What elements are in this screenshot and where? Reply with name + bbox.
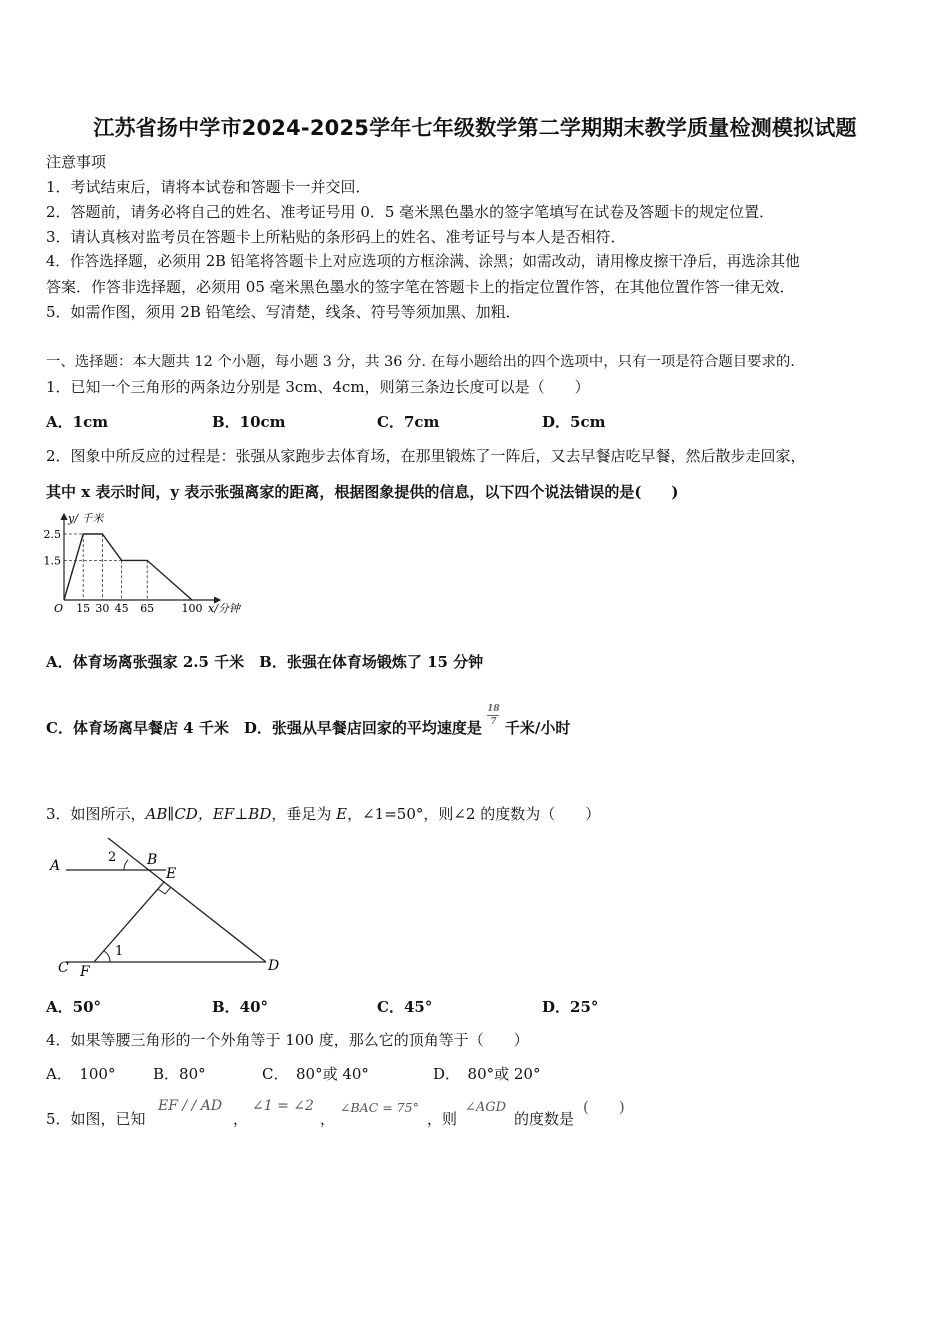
q5-sep: ，则 — [427, 1110, 458, 1128]
q5-formula-bac: ∠BAC = 75° — [340, 1100, 419, 1115]
question-2-line1: 2．图象中所反应的过程是：张强从家跑步去体育场，在那里锻炼了一阵后，又去早餐店吃早餐，然后散步走回家， — [46, 447, 806, 465]
q4-option-c: C． 80°或 40° — [262, 1065, 369, 1083]
y-tick-label: 2.5 — [43, 528, 61, 541]
notice-item: 5．如需作图，须用 2B 铅笔绘、写清楚，线条、符号等须加黑、加粗． — [46, 303, 521, 321]
q1-option-c: C．7cm — [377, 413, 440, 431]
q3-option-b: B．40° — [212, 998, 269, 1016]
notice-item: 4．作答选择题，必须用 2B 铅笔将答题卡上对应选项的方框涂满、涂黑；如需改动，请用橡皮擦干净后，再选涂其他 — [46, 253, 800, 270]
q3-point-e: E — [336, 805, 348, 823]
q1-option-b: B．10cm — [212, 413, 286, 431]
label-c: C — [58, 960, 69, 976]
q5-formula-angles: ∠1 = ∠2 — [252, 1098, 314, 1114]
q3-condition: AB∥CD，EF⊥BD — [145, 805, 272, 823]
x-tick-label: 15 — [76, 602, 91, 615]
label-e: E — [166, 866, 177, 882]
q2-options-cd-text: C．体育场离早餐店 4 千米 D．张强从早餐店回家的平均速度是 — [46, 719, 482, 737]
x-tick-label: 100 — [181, 602, 203, 615]
q5-tail: 的度数是 — [514, 1110, 575, 1128]
label-angle-2: 2 — [108, 850, 117, 865]
origin-label: O — [54, 602, 64, 615]
question-2-line2: 其中 x 表示时间，y 表示张强离家的距离，根据图象提供的信息，以下四个说法错误的是( ) — [46, 483, 679, 501]
x-tick-label: 65 — [140, 602, 155, 615]
x-tick-label: 30 — [95, 602, 110, 615]
label-d: D — [268, 958, 280, 974]
x-tick-label: 45 — [114, 602, 129, 615]
line-bd — [108, 838, 266, 962]
q3-mid: ，垂足为 — [271, 805, 337, 823]
angle-2-arc — [124, 860, 128, 870]
y-tick-label: 1.5 — [43, 554, 61, 568]
y-axis-label: y/ 千米 — [68, 512, 104, 525]
q5-formula-parallel: EF / / AD — [158, 1098, 223, 1114]
q2-option-d-unit: 千米/小时 — [504, 719, 571, 737]
question-3-text — [46, 804, 600, 824]
distance-time-graph — [40, 508, 260, 620]
notice-item: 3．请认真核对监考员在答题卡上所粘贴的条形码上的姓名、准考证号与本人是否相符． — [46, 228, 626, 246]
geometry-figure-q3 — [44, 830, 294, 980]
line-ef — [94, 882, 164, 962]
q3-option-c: C．45° — [377, 998, 433, 1016]
q1-option-d: D．5cm — [542, 413, 606, 431]
page-title: 江苏省扬中学市2024-2025学年七年级数学第二学期期末教学质量检测模拟试题 — [93, 116, 857, 140]
notice-heading: 注意事项 — [46, 153, 107, 171]
label-f: F — [80, 964, 90, 980]
q5-answer-paren: ( ) — [583, 1098, 625, 1116]
q5-sep: ， — [320, 1110, 336, 1128]
notice-item: 1．考试结束后，请将本试卷和答题卡一并交回． — [46, 178, 371, 196]
q3-option-d: D．25° — [542, 998, 599, 1016]
q5-formula-agd: ∠AGD — [465, 1100, 507, 1115]
fraction-18-7 — [487, 704, 500, 727]
q5-sep: ， — [233, 1110, 249, 1128]
notice-item: 2．答题前，请务必将自己的姓名、准考证号用 0．5 毫米黑色墨水的签字笔填写在试卷及答题卡的规定位置． — [46, 203, 775, 221]
label-a: A — [50, 858, 61, 874]
q3-option-a: A．50° — [46, 998, 102, 1016]
x-axis-label: x/分钟 — [208, 602, 240, 615]
q2-options-ab: A．体育场离张强家 2.5 千米 B．张强在体育场锻炼了 15 分钟 — [46, 653, 484, 671]
q1-option-a: A．1cm — [46, 413, 109, 431]
label-b: B — [147, 852, 158, 868]
fraction-numerator: 18 — [487, 703, 500, 714]
question-1-text: 1．已知一个三角形的两条边分别是 3cm、4cm，则第三条边长度可以是（ ） — [46, 378, 590, 396]
right-angle-mark — [158, 887, 171, 894]
section-heading: 一、选择题：本大题共 12 个小题，每小题 3 分，共 36 分. 在每小题给出的四个选项中，只有一项是符合题目要求的. — [46, 354, 795, 370]
question-4-text: 4．如果等腰三角形的一个外角等于 100 度，那么它的顶角等于（ ） — [46, 1031, 529, 1049]
q4-option-b: B．80° — [153, 1065, 206, 1083]
notice-item: 答案．作答非选择题，必须用 05 毫米黑色墨水的签字笔在答题卡上的指定位置作答，在其他位置作答一律无效． — [46, 278, 795, 296]
fraction-denominator: 7 — [490, 716, 497, 727]
question-5-prefix: 5．如图，已知 — [46, 1110, 146, 1128]
q4-option-d: D． 80°或 20° — [433, 1065, 541, 1083]
label-angle-1: 1 — [115, 944, 124, 959]
q3-tail: ，∠1=50°，则∠2 的度数为（ ） — [347, 805, 601, 823]
q2-options-cd — [46, 703, 571, 741]
fraction-bar — [487, 715, 499, 716]
q4-option-a: A． 100° — [46, 1065, 116, 1083]
q3-prefix: 3．如图所示， — [46, 805, 146, 823]
angle-1-arc — [104, 951, 110, 962]
